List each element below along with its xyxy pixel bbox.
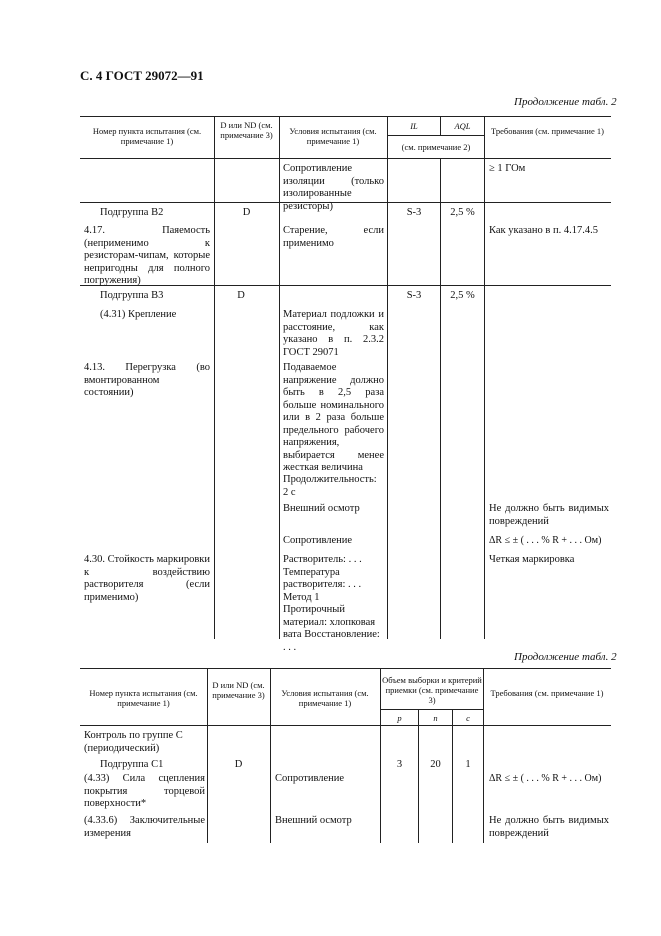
table1-header-item: Номер пункта испытания (см. примечание 1): [92, 126, 202, 146]
subgroup-b2-il: S-3: [406, 207, 422, 218]
final-measurements-condition: Внешний осмотр: [275, 815, 352, 826]
overload-item: 4.13. Перегрузка (во вмонтированном состоянии): [84, 362, 210, 398]
subgroup-c1-label: Подгруппа С1: [100, 759, 164, 770]
table1-header-requirements: Требования (см. примечание 1): [491, 126, 604, 136]
subgroup-c1-n: 20: [430, 759, 441, 770]
table1-col-line-2: [279, 116, 280, 639]
table2-sample-divider: [380, 709, 483, 710]
end-coating-adhesion-requirement: ΔR ≤ ± ( . . . % R + . . . Ом): [489, 773, 602, 784]
table2-header-p: p: [397, 713, 402, 723]
table1-header-il: IL: [410, 121, 418, 131]
table1-header-aql: AQL: [454, 121, 471, 131]
overload-condition: Подаваемое напряжение должно быть в 2,5 раза больше номинального или в 2 раза больше предельного рабочего напряжения, выбирается менее жесткая величина: [283, 362, 384, 473]
table1-header-bottom: [80, 158, 611, 159]
table2-header-c: c: [466, 713, 470, 723]
marking-resistance-item: 4.30. Стойкость маркировки к воздействию растворителя (если применимо): [84, 554, 210, 603]
table2-col-line-3: [380, 668, 381, 843]
table1-top-border: [80, 116, 611, 117]
table1-col-line-3: [387, 116, 388, 639]
table1-header-note2: (см. примечание 2): [401, 142, 471, 152]
mounting-item: (4.31) Крепление: [100, 309, 177, 320]
table2-col-line-2: [270, 668, 271, 843]
table2-col-line-1: [207, 668, 208, 843]
subgroup-b3-il: S-3: [406, 290, 422, 301]
subgroup-c1-p: 3: [396, 759, 403, 770]
solderability-item: 4.17. Паяемость (неприменимо к резисторам-чипам, которые непригодны для полного погружения): [84, 225, 210, 286]
end-coating-adhesion-condition: Сопротивление: [275, 773, 345, 784]
table2-header-conditions: Условия испытания (см. примечание 1): [281, 688, 369, 708]
table1-header-conditions: Условия испытания (см. примечание 1): [289, 126, 377, 146]
page-header: С. 4 ГОСТ 29072—91: [80, 68, 204, 83]
solderability-condition: Старение, если применимо: [283, 225, 384, 249]
mounting-condition: Материал подложки и расстояние, как указано в п. 2.3.2 ГОСТ 29071: [283, 309, 384, 358]
table1-continuation: Продолжение табл. 2: [514, 96, 617, 108]
table2-continuation: Продолжение табл. 2: [514, 651, 617, 663]
end-coating-adhesion-item: (4.33) Сила сцепления покрытия торцевой поверхности*: [84, 773, 205, 809]
resistance-condition: Сопротивление: [283, 535, 353, 546]
table2-col-line-4: [418, 709, 419, 843]
final-measurements-item: (4.33.6) Заключительные измерения: [84, 815, 205, 839]
table2-header-n: n: [433, 713, 438, 723]
table1-col-line-5: [484, 116, 485, 639]
subgroup-c1-d: D: [234, 759, 243, 770]
marking-resistance-requirement: Четкая маркировка: [489, 554, 575, 565]
table2-header-sample: Объем выборки и критерий приемки (см. примечание 3): [382, 675, 482, 705]
subgroup-b3-d: D: [237, 290, 245, 301]
group-c-label: Контроль по группе С (периодический): [84, 730, 183, 754]
final-measurements-requirement: Не должно быть видимых повреждений: [489, 815, 609, 839]
table2-col-line-5: [452, 709, 453, 843]
table2-col-line-6: [483, 668, 484, 843]
table2-top-border: [80, 668, 611, 669]
subgroup-b3-label: Подгруппа В3: [100, 290, 164, 301]
table1-il-aql-divider: [387, 135, 484, 136]
insulation-resistance-requirement: ≥ 1 ГОм: [489, 163, 526, 174]
insulation-resistance-condition: Сопротивление изоляции (только изолированные резисторы): [283, 163, 384, 212]
solderability-requirement: Как указано в п. 4.17.4.5: [489, 225, 598, 236]
subgroup-b2-d: D: [242, 207, 251, 218]
subgroup-b3-aql: 2,5 %: [450, 290, 475, 301]
table1-header-dnd: D или ND (см. примечание 3): [220, 120, 273, 140]
overload-duration: Продолжительность: 2 с: [283, 474, 377, 498]
table2-header-item: Номер пункта испытания (см. примечание 1): [89, 688, 198, 708]
visual-inspection-requirement: Не должно быть видимых повреждений: [489, 503, 609, 527]
subgroup-b2-label: Подгруппа В2: [100, 207, 164, 218]
table1-col-line-4: [440, 158, 441, 639]
subgroup-b2-aql: 2,5 %: [450, 207, 475, 218]
table2-header-dnd: D или ND (см. примечание 3): [212, 680, 265, 700]
subgroup-c1-c: 1: [465, 759, 471, 770]
visual-inspection-condition: Внешний осмотр: [283, 503, 360, 514]
table2-header-requirements: Требования (см. примечание 1): [490, 688, 604, 698]
table2-header-bottom: [80, 725, 611, 726]
table1-col-line-1: [214, 116, 215, 639]
resistance-requirement: ΔR ≤ ± ( . . . % R + . . . Ом): [489, 535, 602, 546]
marking-resistance-condition: Растворитель: . . . Температура растворителя: . . . Метод 1 Протирочный материал: хлопковая вата Восстановление: . . .: [283, 554, 380, 653]
